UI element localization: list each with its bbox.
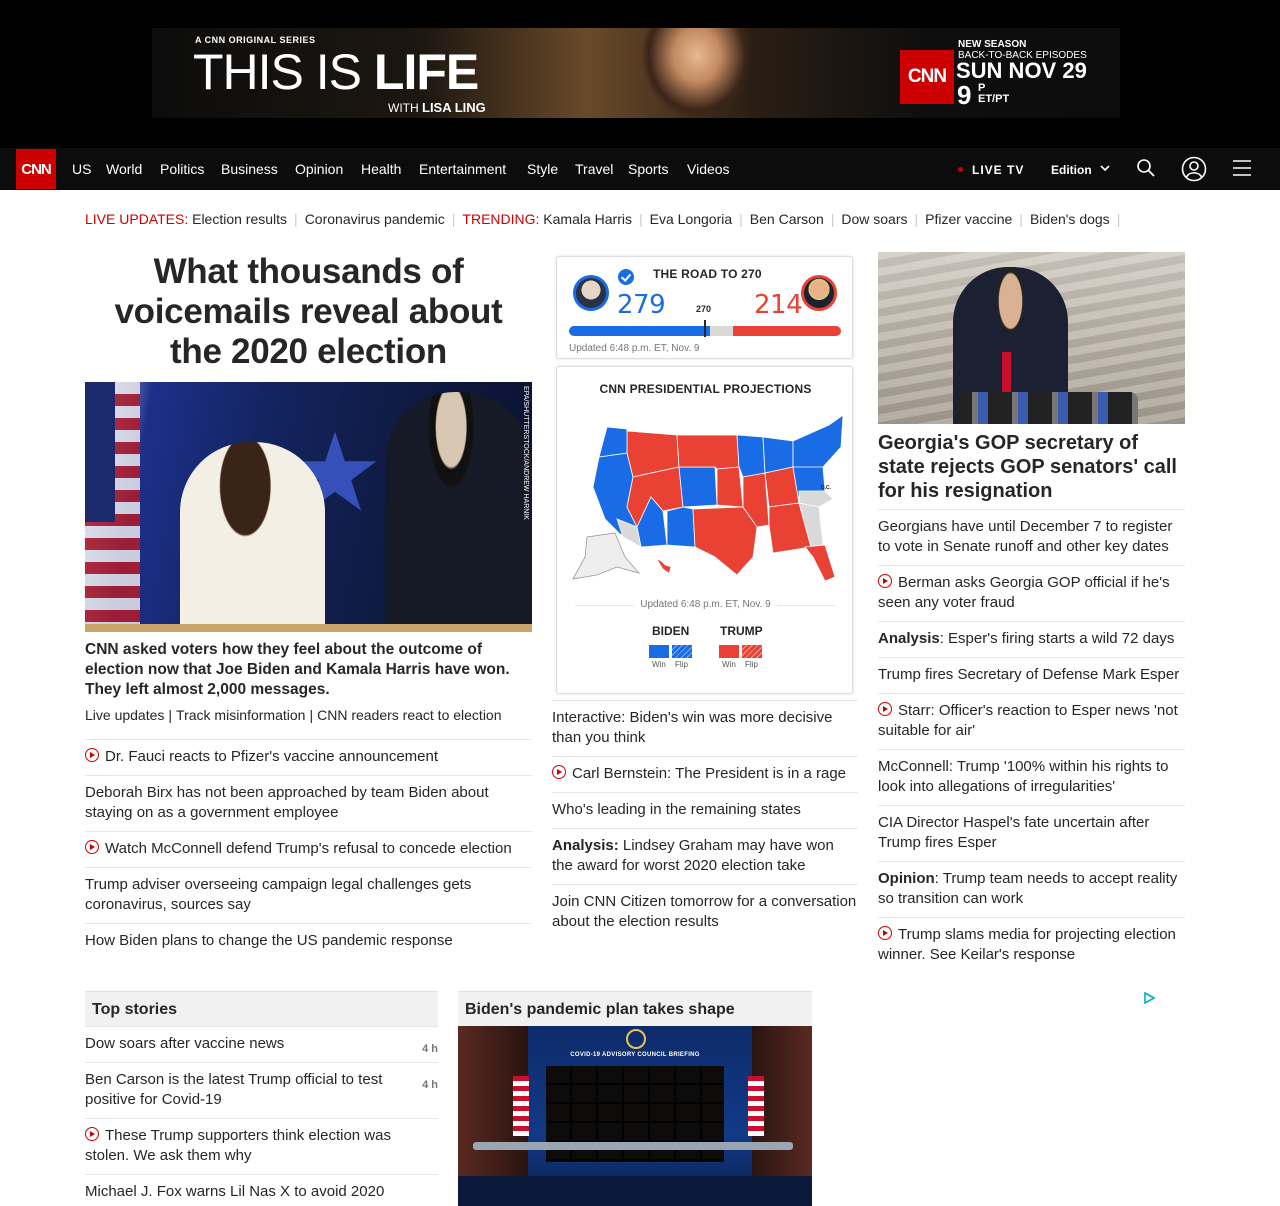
story-item[interactable] [85, 1174, 438, 1206]
edition-menu[interactable]: Edition [1051, 163, 1092, 177]
trump-bar-fill [733, 326, 841, 336]
separator: | [914, 211, 919, 227]
trending-link-ben-carson[interactable]: Ben Carson [749, 211, 824, 227]
story-item[interactable] [85, 1062, 438, 1118]
legend-biden-win-label: Win [652, 660, 666, 669]
legend-biden-flip-swatch [672, 645, 692, 658]
microphones [958, 392, 1138, 424]
ad-title-bold: LIFE [373, 44, 479, 100]
trending-link-bidens-dogs[interactable]: Biden's dogs [1029, 211, 1110, 227]
pandemic-briefing-image[interactable] [458, 1026, 812, 1206]
ad-host-photo [642, 28, 752, 118]
nav-link-world[interactable]: World [106, 161, 143, 177]
trending-link-kamala-harris[interactable]: Kamala Harris [543, 211, 632, 227]
story-headline: Dow soars after vaccine news [85, 1035, 285, 1052]
story-headline: McConnell: Trump '100% within his rights to look into allegations of irregularities' [878, 758, 1169, 795]
search-icon[interactable] [1136, 158, 1156, 178]
pandemic-section-header [458, 991, 812, 1026]
pandemic-section-title[interactable]: Biden's pandemic plan takes shape [465, 1001, 735, 1018]
trending-link-pfizer-vaccine[interactable]: Pfizer vaccine [925, 211, 1013, 227]
separator: | [309, 707, 314, 723]
legend-trump-win-label: Win [722, 660, 736, 669]
story-item[interactable] [878, 805, 1185, 861]
ad-title-light: THIS IS [193, 44, 374, 100]
stage-floor [85, 624, 532, 632]
story-item[interactable] [878, 621, 1185, 657]
trump-electoral-votes: 214 [754, 290, 803, 320]
image-credit: EPA/SHUTTERSTOCK/ANDREW HARNIK [522, 386, 529, 520]
story-headline: : Esper's firing starts a wild 72 days [939, 630, 1175, 647]
right-story-list [878, 509, 1185, 973]
story-headline: Michael J. Fox warns Lil Nas X to avoid 2020 [85, 1183, 385, 1200]
video-play-icon [552, 765, 566, 779]
story-headline: Trump adviser overseeing campaign legal challenges gets coronavirus, sources say [85, 876, 472, 913]
separator: | [1019, 211, 1023, 227]
legend-trump-flip-label: Flip [745, 660, 758, 669]
ad-title [193, 46, 478, 98]
raffensperger-press-image[interactable] [878, 252, 1185, 424]
ad-timezone: ET/PT [978, 93, 1010, 105]
legend-trump-label: TRUMP [720, 624, 763, 638]
top-stories-header [85, 991, 438, 1026]
sublink-track-misinformation[interactable]: Track misinformation [176, 707, 306, 723]
biden-electoral-votes: 279 [617, 290, 666, 320]
story-item[interactable] [85, 739, 532, 775]
projections-title: CNN PRESIDENTIAL PROJECTIONS [599, 382, 812, 396]
story-item[interactable] [878, 657, 1185, 693]
story-headline: Ben Carson is the latest Trump official to test positive for Covid-19 [85, 1071, 383, 1108]
video-play-icon [85, 840, 99, 854]
breaking-link-coronavirus[interactable]: Coronavirus pandemic [304, 211, 445, 227]
story-headline: Who's leading in the remaining states [552, 801, 801, 818]
map-state-northeast [793, 415, 843, 473]
ad-with-text: WITH [388, 101, 422, 115]
middle-story-list [552, 700, 858, 940]
ad-new-season: NEW SEASON [958, 39, 1027, 50]
story-headline: CIA Director Haspel's fate uncertain after Trump fires Esper [878, 814, 1150, 851]
map-state-florida [805, 545, 835, 581]
ad-time: 9 [957, 80, 972, 110]
legend-trump-win-swatch [719, 645, 739, 658]
stage-floor [458, 1176, 812, 1206]
breaking-link-election-results[interactable]: Election results [192, 211, 288, 227]
briefing-banner: COVID-19 ADVISORY COUNCIL BRIEFING [570, 1052, 700, 1058]
lead-story-image[interactable] [85, 382, 532, 632]
ad-episodes: BACK-TO-BACK EPISODES [958, 50, 1087, 61]
road-to-270-title: THE ROAD TO 270 [653, 267, 762, 281]
road-updated-time: Updated 6:48 p.m. ET, Nov. 9 [569, 343, 700, 354]
main-nav [0, 148, 1280, 190]
story-label: Opinion [878, 870, 935, 887]
story-item[interactable] [85, 1026, 438, 1062]
story-label: Analysis: [552, 837, 619, 854]
flag-canton [85, 382, 115, 522]
story-item[interactable] [552, 700, 858, 756]
story-item[interactable] [878, 917, 1185, 973]
biden-avatar [573, 275, 609, 311]
story-item[interactable] [85, 1118, 438, 1174]
nav-link-business[interactable]: Business [221, 161, 278, 177]
legend-biden-win-swatch [649, 645, 669, 658]
nav-link-politics[interactable]: Politics [160, 161, 205, 177]
ad-time-suffix: P [978, 82, 986, 94]
story-headline: : Trump team needs to accept reality so transition can work [878, 870, 1178, 907]
story-item[interactable] [552, 828, 858, 884]
top-stories-title: Top stories [92, 1001, 178, 1018]
map-state-washington [599, 427, 627, 457]
story-headline: Carl Bernstein: The President is in a rage [572, 765, 847, 782]
ad-date: SUN NOV 29 [956, 58, 1087, 83]
top-stories-list [85, 1026, 438, 1206]
story-headline: Watch McConnell defend Trump's refusal to concede election [105, 840, 512, 857]
story-headline: Trump fires Secretary of Defense Mark Esper [878, 666, 1180, 683]
nav-link-opinion[interactable]: Opinion [295, 161, 344, 177]
story-item[interactable] [85, 867, 532, 923]
story-item[interactable] [878, 693, 1185, 749]
story-headline: Berman asks Georgia GOP official if he's seen any voter fraud [878, 574, 1170, 611]
story-headline: Interactive: Biden's win was more decisive than you think [552, 709, 833, 746]
kamala-harris-figure [180, 442, 325, 632]
story-headline: Georgians have until December 7 to register to vote in Senate runoff and other key dates [878, 518, 1173, 555]
nav-link-videos[interactable]: Videos [687, 161, 730, 177]
trump-avatar [801, 275, 837, 311]
nav-link-travel[interactable]: Travel [575, 161, 614, 177]
legend-biden-label: BIDEN [652, 624, 690, 638]
presidential-projections-widget[interactable] [556, 366, 853, 694]
nav-link-sports[interactable]: Sports [628, 161, 669, 177]
story-item[interactable] [552, 884, 858, 940]
live-tv-link[interactable]: LIVE TV [972, 163, 1025, 177]
story-item[interactable] [878, 749, 1185, 805]
ad-host-line [388, 100, 486, 115]
trending-label: TRENDING: [462, 211, 540, 227]
cnn-logo[interactable]: CNN [16, 149, 56, 189]
nav-link-entertainment[interactable]: Entertainment [419, 161, 507, 177]
lead-sublinks [85, 707, 532, 723]
this-is-life-ad-banner[interactable] [152, 28, 1120, 118]
live-updates-label: LIVE UPDATES: [85, 211, 189, 227]
breaking-news-bar [85, 211, 1127, 227]
nav-link-us[interactable]: US [72, 161, 92, 177]
hamburger-menu-icon[interactable] [1232, 159, 1252, 177]
map-state-kansas-ok [717, 467, 743, 507]
story-item[interactable] [85, 831, 532, 867]
separator: | [739, 211, 743, 227]
map-state-new-mexico [667, 507, 695, 547]
story-headline: Deborah Birx has not been approached by team Biden about staying on as a government employee [85, 784, 489, 821]
story-age: 4 h [422, 1043, 438, 1055]
story-item[interactable] [878, 509, 1185, 565]
ad-choices-icon[interactable] [1143, 992, 1155, 1004]
separator: | [639, 211, 643, 227]
story-headline: How Biden plans to change the US pandemic response [85, 932, 453, 949]
story-item[interactable] [878, 565, 1185, 621]
left-story-list [85, 739, 532, 959]
separator: | [168, 707, 173, 723]
projections-updated-text: Updated 6:48 p.m. ET, Nov. 9 [634, 599, 776, 610]
chevron-down-icon[interactable] [1099, 162, 1111, 174]
american-flag [513, 1076, 529, 1136]
map-state-plains [677, 435, 739, 469]
us-election-map[interactable] [567, 407, 847, 587]
story-label: Analysis [878, 630, 940, 647]
threshold-label: 270 [696, 304, 712, 314]
ad-cnn-logo: CNN [900, 50, 954, 104]
separator: | [451, 211, 456, 227]
nav-link-style[interactable]: Style [527, 161, 559, 177]
seal-icon [626, 1029, 646, 1049]
legend-biden-flip-label: Flip [675, 660, 688, 669]
trending-link-eva-longoria[interactable]: Eva Longoria [649, 211, 733, 227]
nav-link-health[interactable]: Health [361, 161, 402, 177]
story-item[interactable] [85, 775, 532, 831]
story-headline: Lindsey Graham may have won the award for worst 2020 election take [552, 837, 834, 874]
video-play-icon [85, 748, 99, 762]
separator: | [294, 211, 298, 227]
road-to-270-widget[interactable] [556, 256, 853, 359]
map-state-colorado-nm [679, 467, 717, 507]
video-play-icon [878, 702, 892, 716]
map-state-hawaii [657, 559, 671, 573]
story-item[interactable] [85, 923, 532, 959]
ad-series-label: A CNN ORIGINAL SERIES [195, 35, 316, 45]
video-play-icon [878, 926, 892, 940]
separator: | [830, 211, 835, 227]
separator: | [1116, 211, 1121, 227]
joe-biden-figure [385, 392, 532, 632]
map-state-texas [693, 507, 757, 575]
story-age: 4 h [422, 1079, 438, 1091]
map-state-midwest [737, 435, 765, 477]
desk [473, 1142, 793, 1150]
right-headline[interactable]: Georgia's GOP secretary of state rejects GOP senators' call for his resignation [878, 432, 1177, 502]
top-ad-area [0, 0, 1280, 148]
story-item[interactable] [552, 756, 858, 792]
legend-trump-flip-swatch [742, 645, 762, 658]
sublink-readers-react[interactable]: CNN readers react to election [317, 707, 502, 723]
threshold-marker [704, 320, 706, 337]
story-headline: Trump slams media for projecting election winner. See Keilar's response [878, 926, 1176, 963]
video-play-icon [878, 574, 892, 588]
video-play-icon [85, 1127, 99, 1141]
biden-bar-fill [569, 326, 710, 336]
story-headline: Starr: Officer's reaction to Esper news 'not suitable for air' [878, 702, 1178, 739]
story-item[interactable] [878, 861, 1185, 917]
live-dot-icon [958, 167, 963, 172]
story-headline: Join CNN Citizen tomorrow for a conversation about the election results [552, 893, 857, 930]
sublink-live-updates[interactable]: Live updates [85, 707, 165, 723]
user-account-icon[interactable] [1181, 156, 1207, 182]
lead-caption[interactable]: CNN asked voters how they feel about the outcome of election now that Joe Biden and Kamala Harris have won. They left almost 2,000 messages. [85, 641, 510, 698]
story-item[interactable] [552, 792, 858, 828]
story-headline: These Trump supporters think election was stolen. We ask them why [85, 1127, 391, 1164]
ad-host-name: LISA LING [422, 100, 486, 115]
story-headline: Dr. Fauci reacts to Pfizer's vaccine announcement [105, 748, 439, 765]
trending-link-dow-soars[interactable]: Dow soars [841, 211, 908, 227]
winner-check-icon [618, 269, 634, 285]
lead-headline[interactable]: What thousands of voicemails reveal about the 2020 election [114, 252, 503, 371]
projections-updated-time [557, 599, 854, 610]
american-flag [748, 1076, 764, 1136]
map-dc-label: D.C. [821, 485, 831, 491]
